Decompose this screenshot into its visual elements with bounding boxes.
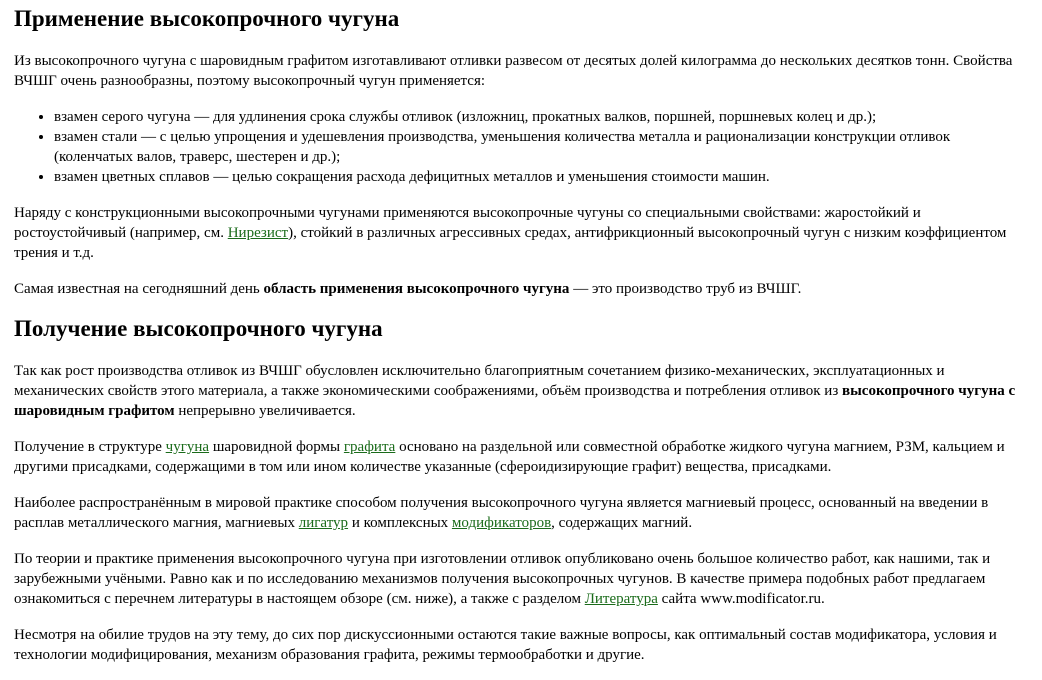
cast-iron-link[interactable]: чугуна	[165, 439, 210, 455]
text-span: шаровидной формы	[209, 439, 344, 455]
master-alloys-link[interactable]: лигатур	[298, 515, 349, 531]
bold-phrase: высокопрочного чугуна с шаровидным графитом	[14, 383, 1016, 419]
graphite-link[interactable]: графита	[343, 439, 396, 455]
text-span: Получение в структуре	[14, 439, 166, 455]
literature-link[interactable]: Литература	[584, 591, 658, 607]
literature-paragraph	[14, 549, 1028, 609]
text-span: По теории и практике применения высокопрочного чугуна при изготовлении отливок опубликовано очень большое количество работ, как нашими, так и зарубежными учёными. Равно как и по исследованию механизмов получения высокопрочных чугунов. В качестве примера подобных работ предлагаем ознакомиться с перечнем литературы в настоящем обзоре (см. ниже), а также с разделом	[14, 551, 991, 607]
list-item: • взамен серого чугуна — для удлинения срока службы отливок (изложниц, прокатных валков, поршней, поршневых колец и др.);	[54, 107, 1028, 127]
bold-phrase: область применения высокопрочного чугуна	[263, 281, 570, 297]
text-span: Так как рост производства отливок из ВЧШГ обусловлен исключительно благоприятным сочетанием физико-механических, эксплуатационных и механических свойств этого материала, а также экономическими соображениями, объём производства и потребления отливок из	[14, 363, 945, 399]
special-properties-paragraph	[14, 203, 1028, 263]
application-list	[14, 107, 1028, 187]
text-span: ), стойкий в различных агрессивных средах, антифрикционный высокопрочный чугун с низким коэффициентом трения и т.д.	[14, 225, 1007, 261]
list-item: • взамен цветных сплавов — целью сокращения расхода дефицитных металлов и уменьшения стоимости машин.	[54, 167, 1028, 187]
niresist-link[interactable]: Нирезист	[227, 225, 289, 241]
section-title-production: Получение высокопрочного чугуна	[14, 316, 383, 341]
text-span: сайта www.modificator.ru.	[657, 591, 825, 607]
open-questions-paragraph: Несмотря на обилие трудов на эту тему, до сих пор дискуссионными остаются такие важные вопросы, как оптимальный состав модификатора, условия и технологии модифицирования, механизм образования графита, режимы термообработки и другие.	[14, 627, 997, 663]
text-span: непрерывно увеличивается.	[174, 403, 356, 419]
text-span: Наиболее распространённым в мировой практике способом получения высокопрочного чугуна является магниевый процесс, основанный на введении в расплав металлического магния, магниевых	[14, 495, 989, 531]
production-growth-paragraph	[14, 361, 1028, 421]
pipes-paragraph	[14, 279, 1028, 299]
section-title-application: Применение высокопрочного чугуна	[14, 6, 400, 31]
text-span: Наряду с конструкционными высокопрочными чугунами применяются высокопрочные чугуны со специальными свойствами: жаростойкий и ростоустойчивый (например, см.	[14, 205, 921, 241]
text-span: — это производство труб из ВЧШГ.	[569, 281, 802, 297]
modifiers-link[interactable]: модификаторов	[451, 515, 552, 531]
text-span: основано на раздельной или совместной обработке жидкого чугуна магнием, РЗМ, кальцием и другими присадками, содержащими в том или ином количестве указанные (сфероидизирующие графит) вещества, присадками.	[14, 439, 1005, 475]
structure-paragraph	[14, 437, 1028, 477]
application-intro-paragraph: Из высокопрочного чугуна с шаровидным графитом изготавливают отливки развесом от десятых долей килограмма до нескольких десятков тонн. Свойства ВЧШГ очень разнообразны, поэтому высокопрочный чугун применяется:	[14, 53, 1013, 89]
magnesium-process-paragraph	[14, 493, 1028, 533]
text-span: Самая известная на сегодняшний день	[14, 281, 264, 297]
list-item: • взамен стали — с целью упрощения и удешевления производства, уменьшения количества металла и рационализации конструкции отливок (коленчатых валов, траверс, шестерен и др.);	[54, 127, 1028, 167]
text-span: , содержащих магний.	[551, 515, 693, 531]
text-span: и комплексных	[348, 515, 452, 531]
